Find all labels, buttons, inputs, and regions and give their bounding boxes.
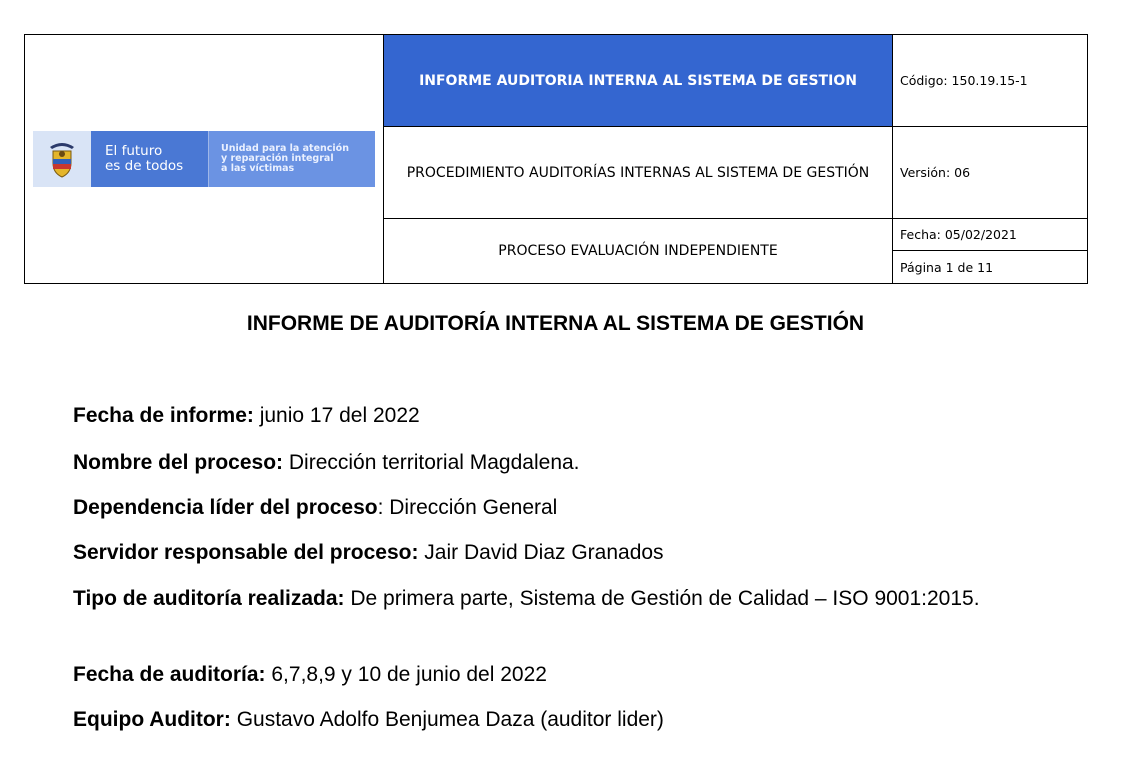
logo-slogan <box>91 131 208 187</box>
institution-logo <box>33 131 375 187</box>
field-label: Fecha de informe: <box>73 404 254 427</box>
document-code: Código: 150.19.15-1 <box>893 35 1088 127</box>
logo-line-2: es de todos <box>105 158 184 174</box>
date-page-cell <box>893 219 1088 284</box>
document-title: INFORME DE AUDITORÍA INTERNA AL SISTEMA DE GESTIÓN <box>246 312 865 335</box>
field-responsible-official <box>73 539 1037 566</box>
field-label: Nombre del proceso: <box>73 451 284 474</box>
field-label: Tipo de auditoría realizada: <box>73 587 345 610</box>
header-title: INFORME AUDITORIA INTERNA AL SISTEMA DE GESTION <box>384 35 893 127</box>
field-value: Jair David Diaz Granados <box>418 541 664 564</box>
field-lead-unit <box>73 494 1037 521</box>
coat-of-arms-icon <box>33 131 91 187</box>
page-number: Página 1 de 11 <box>900 259 994 275</box>
field-label: Equipo Auditor: <box>73 708 231 731</box>
field-process-name <box>73 449 1037 476</box>
field-value: De primera parte, Sistema de Gestión de Calidad – ISO 9001:2015. <box>344 587 980 610</box>
field-value: Dirección territorial Magdalena. <box>283 451 580 474</box>
document-date: Fecha: 05/02/2021 <box>893 219 1087 251</box>
logo-cell <box>25 35 384 284</box>
field-label: Dependencia líder del proceso <box>73 496 378 519</box>
logo-sub-line-1: Unidad para la atención <box>221 143 349 154</box>
field-value: 6,7,8,9 y 10 de junio del 2022 <box>265 663 547 686</box>
header-process: PROCESO EVALUACIÓN INDEPENDIENTE <box>384 219 893 284</box>
field-audit-type <box>73 585 1037 612</box>
document-header-table <box>24 34 1088 284</box>
field-label: Fecha de auditoría: <box>73 663 266 686</box>
logo-sub-line-3: a las víctimas <box>221 163 295 174</box>
document-version: Versión: 06 <box>893 127 1088 219</box>
field-audit-team <box>73 706 1037 733</box>
field-value: junio 17 del 2022 <box>253 404 420 427</box>
header-procedure: PROCEDIMIENTO AUDITORÍAS INTERNAS AL SISTEMA DE GESTIÓN <box>384 127 893 219</box>
field-report-date <box>73 402 1037 429</box>
field-audit-date <box>73 661 1037 688</box>
logo-subtitle <box>209 131 375 187</box>
field-label: Servidor responsable del proceso: <box>73 541 419 564</box>
logo-sub-line-2: y reparación integral <box>221 153 334 164</box>
field-value: Gustavo Adolfo Benjumea Daza (auditor lider) <box>230 708 664 731</box>
logo-line-1: El futuro <box>105 143 163 159</box>
field-value: : Dirección General <box>377 496 558 519</box>
